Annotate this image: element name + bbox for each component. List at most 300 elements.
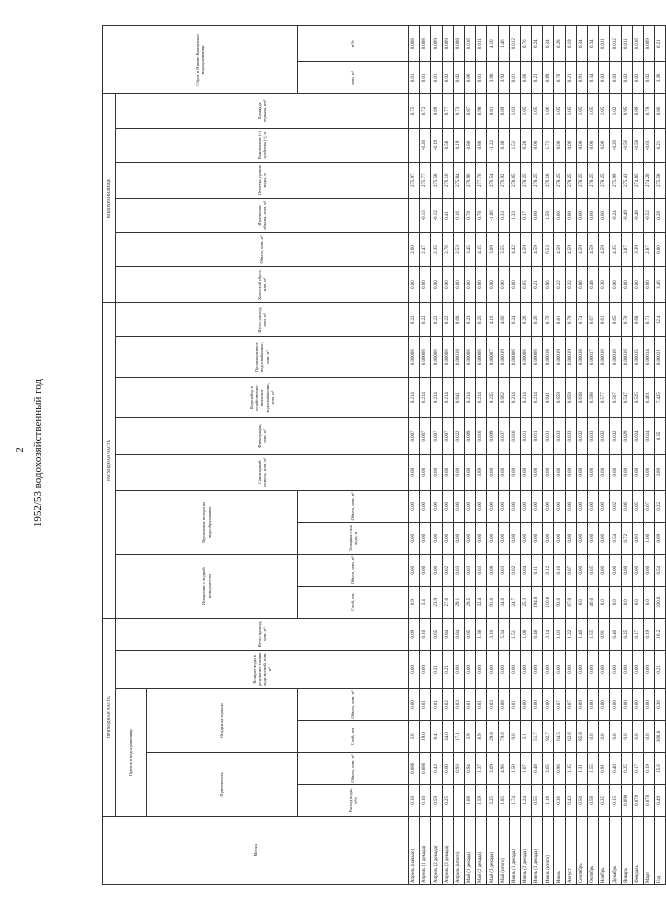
table-cell: 0.48 xyxy=(588,267,599,303)
header-obem-led: Объем, млн. м³ xyxy=(298,490,409,522)
table-cell: 0.03 xyxy=(453,554,464,586)
table-cell: 0.00 xyxy=(409,554,420,586)
table-cell: 0.011 xyxy=(599,26,610,62)
table-cell: 0.84 xyxy=(453,618,464,650)
table-cell: 0.00 xyxy=(632,454,643,490)
table-cell: 0.65 xyxy=(610,303,621,337)
table-cell: 62.6 xyxy=(565,720,576,752)
table-cell: 29.5 xyxy=(464,586,475,618)
table-cell: 92.7 xyxy=(543,720,554,752)
table-cell: 0.01 xyxy=(476,689,487,721)
table-row xyxy=(520,26,531,885)
table-cell: 0.01 xyxy=(464,689,475,721)
table-cell: 0.525 xyxy=(632,377,643,417)
table-cell: 0.070 xyxy=(643,784,654,816)
table-cell: 278.25 xyxy=(576,162,587,198)
table-cell: 4.59 xyxy=(554,232,565,266)
table-cell: 0.30 xyxy=(599,267,610,303)
table-row xyxy=(588,26,599,885)
table-cell: 0.00 xyxy=(409,490,420,522)
table-cell: 0.05 xyxy=(588,554,599,586)
table-cell: -1.06 xyxy=(487,198,498,232)
header-vremennye: Временные потери на льдообразование xyxy=(116,490,298,554)
table-cell: 0.02 xyxy=(453,62,464,94)
table-cell: 0.9 xyxy=(409,586,420,618)
table-cell: 0.00015 xyxy=(632,337,643,377)
table-cell: 8.9 xyxy=(476,720,487,752)
table-cell: 0.25 xyxy=(442,784,453,816)
table-cell: 3.92 xyxy=(498,62,509,94)
table-cell: 0.26 xyxy=(532,303,543,337)
table-cell: 1.05 xyxy=(599,94,610,128)
table-cell: 1.31 xyxy=(576,752,587,784)
table-cell: 0.033 xyxy=(554,418,565,454)
table-cell: 0.00 xyxy=(509,267,520,303)
table-cell: 3.09 xyxy=(487,752,498,784)
table-cell: 0.00 xyxy=(498,490,509,522)
table-row xyxy=(632,26,643,885)
table-cell: 1.33 xyxy=(509,198,520,232)
table-cell: 0.89 xyxy=(632,94,643,128)
table-cell: 0.32 xyxy=(565,267,576,303)
table-row xyxy=(453,26,464,885)
table-cell: 0.00 xyxy=(599,650,610,688)
table-cell: 0.22 xyxy=(554,267,565,303)
page-title: 1952/53 водохозяйственный год xyxy=(32,378,44,528)
table-cell: 0.00 xyxy=(509,650,520,688)
table-cell: 0.00006 xyxy=(509,337,520,377)
table-cell: 0.022 xyxy=(453,418,464,454)
table-cell: 0.04 xyxy=(520,554,531,586)
table-cell: 0.43 xyxy=(565,784,576,816)
table-cell: 0.67 xyxy=(588,303,599,337)
table-cell: 0.00 xyxy=(453,490,464,522)
table-cell: 0.009 xyxy=(431,26,442,62)
table-cell: 0.033 xyxy=(565,418,576,454)
table-cell: 3.46 xyxy=(655,267,666,303)
table-cell: 34.0 xyxy=(442,720,453,752)
table-cell: 3.1 xyxy=(520,720,531,752)
table-cell: 1.46 xyxy=(498,26,509,62)
table-cell: 27.0 xyxy=(442,586,453,618)
table-cell: 0.01 xyxy=(476,62,487,94)
table-cell: 0.0 xyxy=(610,586,621,618)
table-cell: 0.50 xyxy=(576,784,587,816)
table-cell: 0.03 xyxy=(599,62,610,94)
table-cell: 0.086 xyxy=(420,752,431,784)
table-cell: 0.0 xyxy=(610,720,621,752)
table-cell: 0.07 xyxy=(554,689,565,721)
table-cell: 0.00 xyxy=(588,198,599,232)
table-cell: 0.00007 xyxy=(487,337,498,377)
row-month: Апрель (1 декада) xyxy=(420,816,431,884)
table-cell: 3.89 xyxy=(655,454,666,490)
table-cell: 3.6 xyxy=(409,720,420,752)
table-cell: 3.45 xyxy=(464,232,475,266)
table-cell: 0.00 xyxy=(554,650,565,688)
table-cell: 0.638 xyxy=(576,377,587,417)
table-cell: 0.567 xyxy=(610,377,621,417)
row-month: Июль xyxy=(554,816,565,884)
table-cell: 3.36 xyxy=(655,62,666,94)
table-cell: 0.12 xyxy=(543,554,554,586)
table-cell: 0.21 xyxy=(655,128,666,162)
table-cell: -0.13 xyxy=(420,198,431,232)
table-cell: 0.25 xyxy=(476,303,487,337)
table-cell: 0.21 xyxy=(442,650,453,688)
row-month: Декабрь xyxy=(610,816,621,884)
table-cell: 0.0 xyxy=(576,586,587,618)
table-cell: 0.40 xyxy=(610,618,621,650)
table-cell: 0.00 xyxy=(498,454,509,490)
header-sanitarnyi: Санитарный попуск, млн. м³ xyxy=(116,454,409,490)
table-cell: 0.00 xyxy=(576,490,587,522)
table-cell: 0.28 xyxy=(554,26,565,62)
table-cell: 4.59 xyxy=(520,232,531,266)
table-cell: 3.10 xyxy=(487,618,498,650)
table-cell: 0.48 xyxy=(532,752,543,784)
table-cell: 0.01 xyxy=(431,62,442,94)
table-cell: 0.01 xyxy=(420,62,431,94)
table-cell: 4.15 xyxy=(476,232,487,266)
table-cell: 3.25 xyxy=(487,784,498,816)
table-cell: 0.87 xyxy=(464,94,475,128)
table-cell: 0.0 xyxy=(599,720,610,752)
table-cell: 1.05 xyxy=(565,94,576,128)
header-obem-osadki: Объем, млн. м³ xyxy=(298,689,409,721)
table-cell: 0.00 xyxy=(599,128,610,162)
row-month: Год xyxy=(655,816,666,884)
table-cell: -0.20 xyxy=(420,128,431,162)
row-month: Март xyxy=(643,816,654,884)
table-cell: 0.48 xyxy=(532,618,543,650)
table-cell: 0.659 xyxy=(565,377,576,417)
table-cell: 0.011 xyxy=(532,418,543,454)
table-cell: 32.4 xyxy=(476,586,487,618)
table-cell: 1.07 xyxy=(520,752,531,784)
table-row xyxy=(442,26,453,885)
table-row xyxy=(498,26,509,885)
table-cell: 0.00 xyxy=(442,490,453,522)
table-cell: 0.76 xyxy=(543,303,554,337)
table-cell: 1.50 xyxy=(543,198,554,232)
row-month: Октябрь xyxy=(588,816,599,884)
table-cell: 0.00 xyxy=(643,267,654,303)
table-cell: 19.0 xyxy=(420,720,431,752)
table-cell: 1.08 xyxy=(464,784,475,816)
table-cell: 0.00 xyxy=(409,454,420,490)
table-cell: 0.00 xyxy=(565,198,576,232)
table-cell: 0.00 xyxy=(632,554,643,586)
table-cell: 0.09 xyxy=(409,618,420,650)
table-cell: 1.51 xyxy=(509,128,520,162)
table-cell: 0.25 xyxy=(621,752,632,784)
table-cell: 0.03 xyxy=(453,689,464,721)
table-cell: 0.007 xyxy=(442,418,453,454)
table-cell: 0.00 xyxy=(509,454,520,490)
table-cell: 0.00 xyxy=(610,689,621,721)
table-cell: 0.19 xyxy=(643,618,654,650)
table-cell: 0.0 xyxy=(643,586,654,618)
table-cell: 0.71 xyxy=(643,303,654,337)
table-cell: 0.10 xyxy=(420,618,431,650)
table-cell: 3.55 xyxy=(498,232,509,266)
table-cell: 0.009 xyxy=(464,418,475,454)
table-cell: 23.9 xyxy=(431,586,442,618)
table-cell: 0.00006 xyxy=(409,337,420,377)
table-cell: 16.2 xyxy=(655,618,666,650)
table-cell: 0.00 xyxy=(554,128,565,162)
table-cell: 1.05 xyxy=(532,94,543,128)
table-cell: 0.01 xyxy=(420,689,431,721)
table-cell: 12.4 xyxy=(655,303,666,337)
table-cell: 0.00 xyxy=(655,232,666,266)
table-cell: 1.03 xyxy=(554,618,565,650)
table-cell: 0.00 xyxy=(420,267,431,303)
table-cell: 0.00 xyxy=(498,267,509,303)
table-cell: 0.00 xyxy=(643,554,654,586)
table-cell: 0.21 xyxy=(431,650,442,688)
table-cell: 277.76 xyxy=(476,162,487,198)
table-cell: 278.25 xyxy=(554,162,565,198)
table-cell: 0.00 xyxy=(498,522,509,554)
table-cell: 0.21 xyxy=(532,267,543,303)
table-cell: 0.03 xyxy=(464,554,475,586)
table-cell: 2.87 xyxy=(643,232,654,266)
header-pritok-group: Приток в водохранилище xyxy=(116,689,147,817)
table-cell: 0.090 xyxy=(621,784,632,816)
table-cell: 0.54 xyxy=(610,522,621,554)
table-cell: 0.00 xyxy=(632,267,643,303)
table-cell: 0.00 xyxy=(543,490,554,522)
table-cell: 0.05 xyxy=(632,490,643,522)
row-month: Июнь (2 декада) xyxy=(520,816,531,884)
table-cell: 0.91 xyxy=(576,62,587,94)
table-cell: -0.24 xyxy=(610,198,621,232)
table-cell: 0.009 xyxy=(643,26,654,62)
table-cell: -0.48 xyxy=(632,198,643,232)
header-month: Месяц xyxy=(103,816,409,884)
table-cell: 24.7 xyxy=(509,586,520,618)
table-cell: 0.007 xyxy=(420,418,431,454)
row-month: Апрель (начало) xyxy=(409,816,420,884)
table-cell: 1.38 xyxy=(476,618,487,650)
table-cell: 275.99 xyxy=(610,162,621,198)
table-cell: 0.00 xyxy=(431,522,442,554)
row-month: Май (1 декада) xyxy=(464,816,475,884)
table-cell: 0.214 xyxy=(409,377,420,417)
table-cell: 93.0 xyxy=(554,586,565,618)
table-cell: 0.00 xyxy=(576,128,587,162)
table-cell: 0.641 xyxy=(543,377,554,417)
table-cell: 0.00014 xyxy=(643,337,654,377)
table-row xyxy=(431,26,442,885)
table-cell: 0.00 xyxy=(588,128,599,162)
table-cell: 194.0 xyxy=(532,586,543,618)
table-cell: 0.00 xyxy=(565,522,576,554)
table-cell: 276.54 xyxy=(487,162,498,198)
table-cell: 67.0 xyxy=(565,586,576,618)
table-cell: 0.65 xyxy=(520,267,531,303)
table-cell: 0.95 xyxy=(464,618,475,650)
table-cell: 278.25 xyxy=(599,162,610,198)
table-cell: 276.16 xyxy=(442,162,453,198)
row-month: Январь xyxy=(621,816,632,884)
table-cell: 0.80 xyxy=(464,128,475,162)
table-cell: 0.012 xyxy=(509,26,520,62)
table-cell: 0.17 xyxy=(632,618,643,650)
table-cell: 0.00 xyxy=(487,454,498,490)
table-cell: 0.00019 xyxy=(565,337,576,377)
table-cell: 0.00 xyxy=(509,522,520,554)
table-cell: 0.21 xyxy=(655,650,666,688)
table-cell: 0.00 xyxy=(599,522,610,554)
table-cell: 0.22 xyxy=(420,303,431,337)
row-month: Май (2 декада) xyxy=(476,816,487,884)
header-nakoplenie: Накопление (+) сработка (-), м xyxy=(116,128,409,162)
table-cell: 276.96 xyxy=(464,162,475,198)
table-cell: 0.72 xyxy=(621,522,632,554)
table-cell: 0.00 xyxy=(442,522,453,554)
table-cell: 1.37 xyxy=(476,752,487,784)
table-cell: 0.25 xyxy=(621,618,632,650)
table-cell: 0.33 xyxy=(498,198,509,232)
table-cell: 0.00 xyxy=(431,490,442,522)
table-cell: 4.59 xyxy=(588,232,599,266)
table-cell: 1.24 xyxy=(520,784,531,816)
table-cell: 275.58 xyxy=(431,162,442,198)
table-cell: 0.00 xyxy=(464,454,475,490)
table-cell: 1.05 xyxy=(554,94,565,128)
table-cell: 0.68 xyxy=(632,303,643,337)
table-cell: 0.06 xyxy=(464,62,475,94)
table-cell: 0.19 xyxy=(453,128,464,162)
table-cell: 278.25 xyxy=(532,162,543,198)
table-cell: 0.79 xyxy=(565,303,576,337)
table-cell: 330.0 xyxy=(655,586,666,618)
table-cell: 0.35 xyxy=(599,784,610,816)
table-cell: 0.00017 xyxy=(588,337,599,377)
row-month: Май (итого) xyxy=(498,816,509,884)
table-cell: 275.58 xyxy=(655,162,666,198)
table-cell: 0.72 xyxy=(420,94,431,128)
table-row xyxy=(476,26,487,885)
table-cell: 17.1 xyxy=(453,720,464,752)
table-cell: 0.011 xyxy=(621,26,632,62)
table-cell: 0.77 xyxy=(442,94,453,128)
table-cell: -0.61 xyxy=(643,128,654,162)
table-cell: 0.00 xyxy=(476,490,487,522)
table-cell: 0.00 xyxy=(632,689,643,721)
table-cell: 0.00 xyxy=(420,522,431,554)
table-cell: 0.38 xyxy=(498,128,509,162)
table-cell: 34.0 xyxy=(498,586,509,618)
table-cell: 275.84 xyxy=(453,162,464,198)
table-cell: 0.214 xyxy=(442,377,453,417)
table-cell: 278.25 xyxy=(565,162,576,198)
table-cell: 0.81 xyxy=(487,94,498,128)
table-cell: 0.35 xyxy=(655,418,666,454)
table-cell: 2.60 xyxy=(409,232,420,266)
table-cell: 0.19 xyxy=(565,26,576,62)
table-cell: 0.93 xyxy=(453,752,464,784)
table-cell: 278.25 xyxy=(588,162,599,198)
table-cell: 0.10 xyxy=(420,784,431,816)
table-cell: 0.68 xyxy=(453,303,464,337)
table-cell: 0.00 xyxy=(476,267,487,303)
table-cell: 0.214 xyxy=(420,377,431,417)
table-row xyxy=(464,26,475,885)
table-cell: 0.19 xyxy=(643,752,654,784)
table-row xyxy=(420,26,431,885)
table-cell: 0.34 xyxy=(588,26,599,62)
table-cell: 0.01 xyxy=(509,62,520,94)
table-cell: 0.00 xyxy=(621,554,632,586)
table-cell: 0.00 xyxy=(409,522,420,554)
table-cell: 29.8 xyxy=(487,720,498,752)
table-body xyxy=(409,26,666,885)
table-cell: 0.00 xyxy=(520,490,531,522)
table-cell: 0.00 xyxy=(610,267,621,303)
table-cell: 1.85 xyxy=(498,784,509,816)
table-cell: 0.007 xyxy=(409,418,420,454)
row-month: Ноябрь xyxy=(599,816,610,884)
table-cell: 0.00 xyxy=(532,522,543,554)
table-cell: -1.22 xyxy=(487,128,498,162)
table-cell: 0.00 xyxy=(621,689,632,721)
table-cell: 0.032 xyxy=(576,418,587,454)
table-cell: 85.8 xyxy=(576,720,587,752)
table-cell: 0.037 xyxy=(498,418,509,454)
table-cell: 0.00 xyxy=(509,490,520,522)
table-cell: 8.4 xyxy=(431,720,442,752)
table-cell xyxy=(409,198,420,232)
table-cell: 0.00 xyxy=(487,490,498,522)
table-cell: 0.0 xyxy=(588,720,599,752)
table-cell: 276.92 xyxy=(498,162,509,198)
table-cell: 0.029 xyxy=(621,418,632,454)
table-cell: 1.08 xyxy=(520,618,531,650)
table-cell: 0.00 xyxy=(464,522,475,554)
table-cell: 1.00 xyxy=(643,522,654,554)
table-cell: 0.00006 xyxy=(476,337,487,377)
table-cell: 0.03 xyxy=(632,62,643,94)
table-cell: 1.05 xyxy=(576,94,587,128)
table-cell: 0.00 xyxy=(543,689,554,721)
table-cell: -0.26 xyxy=(610,128,621,162)
table-cell: 0.00 xyxy=(520,650,531,688)
table-cell: 1.59 xyxy=(476,784,487,816)
table-cell: 0.00 xyxy=(576,454,587,490)
table-cell: 4.10 xyxy=(487,26,498,62)
table-cell: 274.85 xyxy=(632,162,643,198)
table-row xyxy=(532,26,543,885)
header-sbros-m3s: м³/с xyxy=(298,26,409,62)
table-row xyxy=(565,26,576,885)
table-cell: 0.01 xyxy=(409,62,420,94)
table-cell: 0.20 xyxy=(520,128,531,162)
table-cell: 3.89 xyxy=(476,454,487,490)
table-row xyxy=(610,26,621,885)
table-cell: 0.007 xyxy=(431,418,442,454)
table-cell: 0.214 xyxy=(520,377,531,417)
table-cell: 4.59 xyxy=(599,232,610,266)
table-cell: 0.00018 xyxy=(543,337,554,377)
table-cell: 0.80 xyxy=(476,128,487,162)
table-cell: 0.09 xyxy=(576,689,587,721)
table-cell: 2.76 xyxy=(442,232,453,266)
table-row xyxy=(509,26,520,885)
